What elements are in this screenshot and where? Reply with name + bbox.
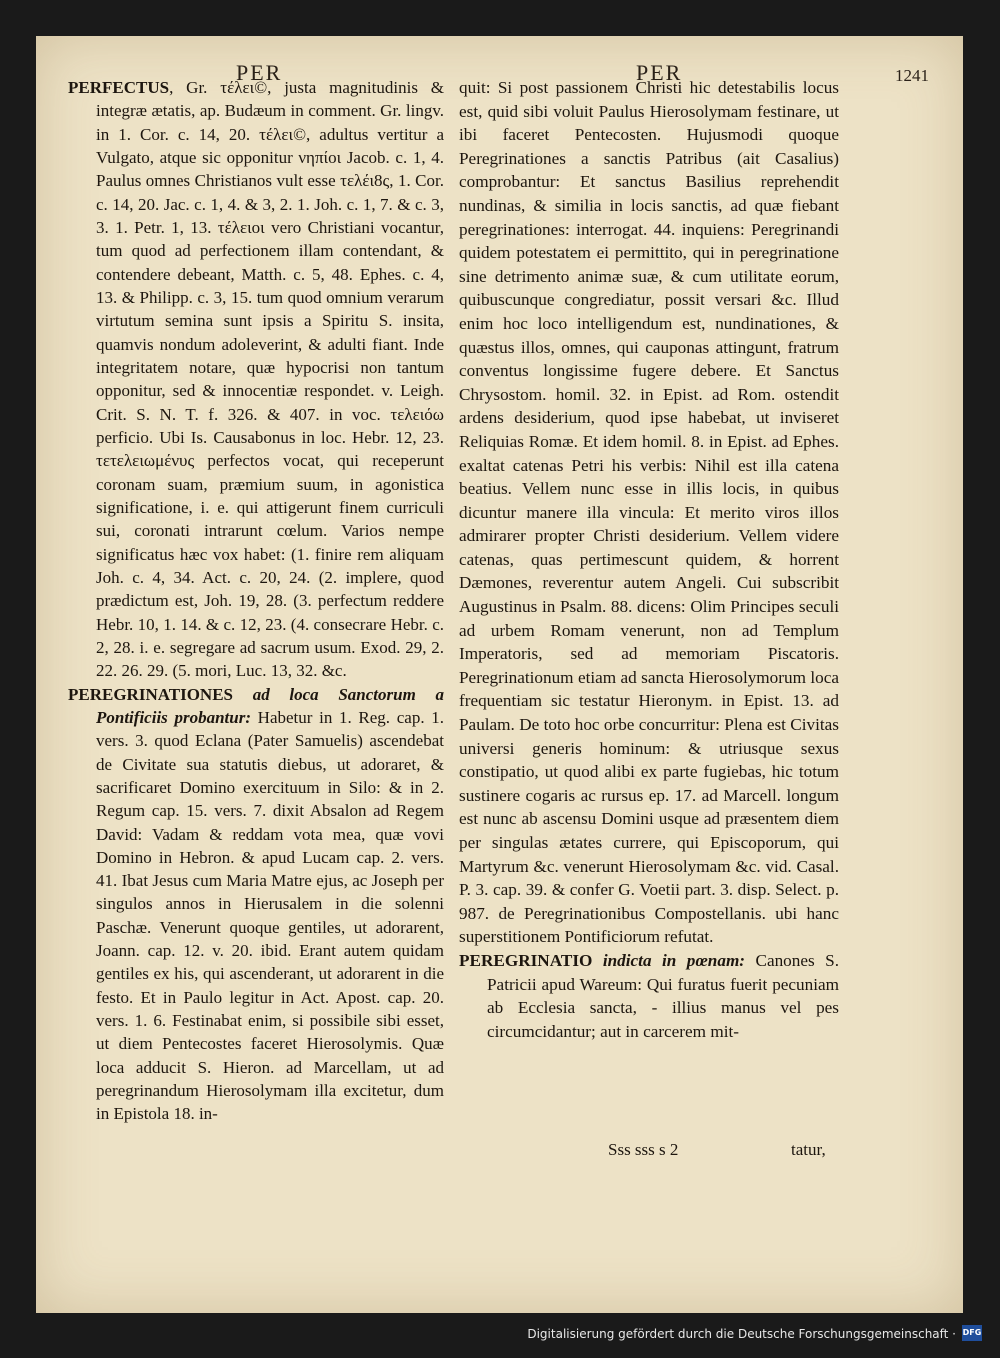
page-number: 1241 bbox=[895, 66, 929, 85]
dfg-logo-icon: DFG bbox=[962, 1325, 982, 1341]
book-page bbox=[36, 36, 963, 1313]
entry-head: PEREGRINATIO bbox=[459, 950, 593, 970]
entry-lead: indicta in pœnam: bbox=[602, 950, 746, 970]
funding-credit: Digitalisierung gefördert durch die Deutsche Forschungsgemeinschaft · bbox=[527, 1327, 956, 1341]
catchword: tatur, bbox=[791, 1140, 826, 1159]
entry-lead: ad loca Sanctorum a Pontificiis probantur: bbox=[96, 684, 444, 727]
entry-perfectus bbox=[68, 76, 444, 683]
entry-text: Canones S. Patricii apud Wareum: Qui furatus fuerit pecuniam ab Ecclesia sancta, - illius manus vel pes circumcidantur; aut in carcerem mit- bbox=[487, 950, 839, 1041]
signature-mark: Sss sss s 2 bbox=[608, 1140, 679, 1159]
running-head-right: PER bbox=[636, 60, 683, 85]
entry-head: PERFECTUS bbox=[68, 78, 170, 97]
running-head-left: PER bbox=[236, 60, 283, 85]
entry-peregrinationes bbox=[68, 683, 444, 1126]
left-column bbox=[68, 76, 444, 1126]
entry-head: PEREGRINATIONES bbox=[68, 684, 233, 704]
continuation-paragraph: quit: Si post passionem Christi hic detestabilis locus est, quid sibi voluit Paulus Hierosolymam festinare, ut ibi faceret Pentecosten. Hujusmodi quoque Peregrinationes a sanctis Patribus (ait Casalius) comprobantur: Et sanctus Basilius reprehendit nundinas, & similia in locis sanctis, ad quæ fiebant peregrinationes: interrogat. 44. inquiens: Peregrinandi quidem potestatem ei permittito, qui in peregrinatione sine detrimento animæ suæ, & cum utilitate eorum, quibuscunque congrediatur, possit versari &c. Illud enim hoc loco intelligendum est, nundinationes, & quæstus illos, omnes, qui cauponas attingunt, fratrum conventus longissime fugere debere. Et Sanctus Chrysostom. homil. 32. in Epist. ad Rom. ostendit ardens desiderium, quod ipse habebat, ut inviseret Reliquias Romæ. Et idem homil. 8. in Epist. ad Ephes. exaltat catenas Petri his verbis: Nihil est illa catena beatius. Vellem nunc esse in illis locis, in quibus dicuntur manere illa vincula: Et merito viros illos admirarer propter Christi desiderium. Vellem videre catenas, quas pertimescunt quidem, & horrent Dæmones, reverentur autem Angeli. Cui subscribit Augustinus in Psalm. 88. dicens: Olim Principes seculi ad urbem Romam venerunt, non ad Templum Imperatoris, sed ad memoriam Piscatoris. Peregrinationum etiam ad sancta Hierosolymorum loca frequentiam sic testatur Hieronym. in Epist. 13. ad Paulam. De toto hoc orbe concurritur: Plena est Civitas universi generis hominum: & utriusque sexus constipatio, ut quod alibi ex parte fugiebas, hic totum sustinere cogaris ac rursus ep. 17. ad Marcell. longum est nunc ab ascensu Domini usque ad præsentem diem per singulas ætates currere, qui Episcoporum, qui Martyrum &c. venerunt Hierosolymam &c. vid. Casal. P. 3. cap. 39. & confer G. Voetii part. 3. disp. Select. p. 987. de Peregrinationibus Compostellanis. ubi hanc superstitionem Pontificiorum refutat. bbox=[459, 78, 839, 947]
entry-peregrinatio bbox=[459, 949, 839, 1043]
entry-text: Habetur in 1. Reg. cap. 1. vers. 3. quod Eclana (Pater Samuelis) ascendebat de Civitate sua statutis diebus, ut adoraret, & sacrificaret Domino exercituum in Silo: & in 2. Regum cap. 15. vers. 7. dixit Absalon ad Regem David: Vadam & reddam vota mea, quæ vovi Domino in Hebron. & apud Lucam cap. 2. vers. 41. Ibat Jesus cum Maria Matre ejus, ac Joseph per singulos annos in Hierusalem in die solenni Paschæ. Venerunt quoque gentiles, ut adorarent, Joann. cap. 12. v. 20. ibid. Erant autem quidam gentiles ex his, qui ascenderant, ut adorarent in die festo. Et in Paulo legitur in Act. Apost. cap. 20. vers. 1. 6. Festinabat enim, si possibile sibi esset, ut diem Pentecostes faceret Hierosolymis. Quæ loca adducit S. Hieron. ad Marcellam, ut ad peregrinandum Hierosolymam illa excitetur, dum in Epistola 18. in- bbox=[96, 707, 445, 1124]
right-column bbox=[459, 76, 839, 1043]
entry-text: , Gr. τέλει©, justa magnitudinis & integræ ætatis, ap. Budæum in comment. Gr. lingv. in 1. Cor. c. 14, 20. τέλει©, adultus vertitur a Vulgato, atque sic opponitur νηπίοι Jacob. c. 1, 4. Paulus omnes Christianos vult esse τελέι8ς, 1. Cor. c. 14, 20. Jac. c. 1, 4. & 3, 2. 1. Joh. c. 1, 7. & c. 3, 3. 1. Petr. 1, 13. τέλειοι vero Christiani vocantur, tum quod ad perfectionem illam contendant, & contendere debeant, Matth. c. 5, 48. Ephes. c. 4, 13. & Philipp. c. 3, 15. tum quod omnium verarum virtutum semina sunt ipsis a Spiritu S. insita, quamvis nondum adoleverint, & adulti fiant. Inde integritatem notare, quæ hypocrisi non tantum opponitur, sed & innocentiæ respondet. v. Leigh. Crit. S. N. T. f. 326. & 407. in voc. τελειόω perficio. Ubi Is. Causabonus in loc. Hebr. 12, 23. τετελειωμένυς perfectos vocat, qui receperunt coronam suam, præmium suum, in agonistica significatione, i. e. qui attigerunt finem curriculi sui, coronati intrarunt cœlum. Varios nempe significatus hæc vox habet: (1. finire rem aliquam Joh. c. 4, 34. Act. c. 20, 24. (2. implere, quod prædictum est, Joh. 19, 28. (3. perfectum reddere Hebr. 10, 1. 14. & c. 12, 23. (4. consecrare Hebr. c. 2, 28. i. e. segregare ad sacrum usum. Exod. 29, 2. 22. 26. 29. (5. mori, Luc. 13, 32. &c. bbox=[96, 78, 444, 681]
footer-bar bbox=[0, 1313, 1000, 1358]
